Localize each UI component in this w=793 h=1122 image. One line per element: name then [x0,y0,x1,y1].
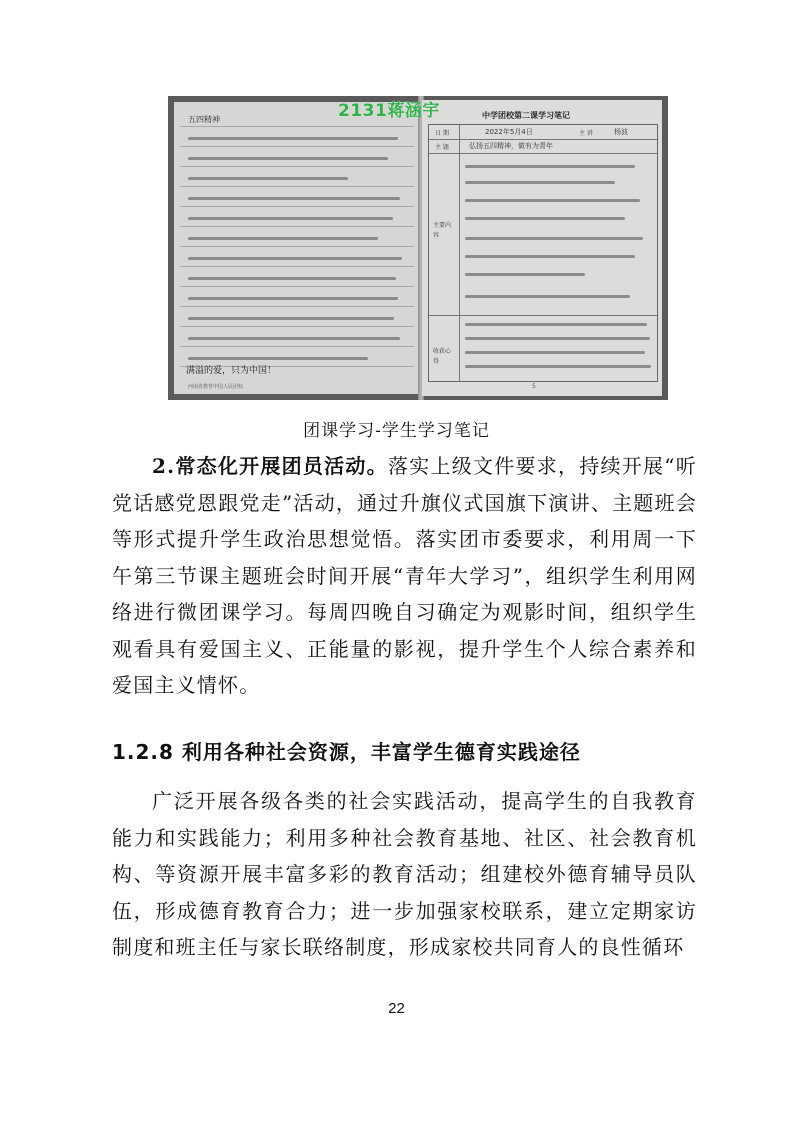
speaker-label: 主 讲 [579,130,593,137]
photo-caption: 团课学习-学生学习笔记 [303,421,490,441]
notebook-right-page [422,100,662,396]
notebook-page-number: 5 [532,383,536,390]
notes-table [428,124,658,382]
date-value: 2022年5月4日 [485,128,533,136]
topic-label: 主 题 [435,144,449,151]
left-page-heading: 五四精神 [188,115,220,124]
date-label: 日 期 [435,130,449,137]
section-2-paragraph [112,448,697,704]
section-2-lead: 2.常态化开展团员活动。 [152,454,388,478]
left-page-publisher: 河南省教育中国人民团校 [188,384,244,390]
page-number: 22 [388,1000,405,1017]
notebook-title: 中学团校第二课学习笔记 [482,111,570,120]
gain-label: 收获心得 [433,348,452,365]
content-label: 主要内容 [433,222,452,239]
notebook-left-page [174,102,420,394]
speaker-value: 杨波 [614,128,628,136]
left-page-footer: 满溢的爱，只为中国！ [186,366,277,376]
section-heading: 1.2.8 利用各种社会资源，丰富学生德育实践途径 [112,740,581,764]
notebook-photo [168,96,668,400]
section-2-body: 落实上级文件要求，持续开展“听党话感党恩跟党走”活动，通过升旗仪式国旗下演讲、主题班会等形式提升学生政治思想觉悟。落实团市委要求，利用周一下午第三节课主题班会时间开展“青年大学习”，组织学生利用网络进行微团课学习。每周四晚自习确定为观影时间，组织学生观看具有爱国主义、正能量的影视，提升学生个人综合素养和爱国主义情怀。 [112,454,697,697]
paragraph-3: 广泛开展各级各类的社会实践活动，提高学生的自我教育能力和实践能力；利用多种社会教育基地、社区、社会教育机构、等资源开展丰富多彩的教育活动；组建校外德育辅导员队伍，形成德育教育合力；进一步加强家校联系，建立定期家访制度和班主任与家长联络制度，形成家校共同育人的良性循环 [112,789,697,959]
photo-watermark: 2131蒋涵宇 [338,101,440,121]
topic-value: 弘扬五四精神，做有为青年 [469,142,553,150]
